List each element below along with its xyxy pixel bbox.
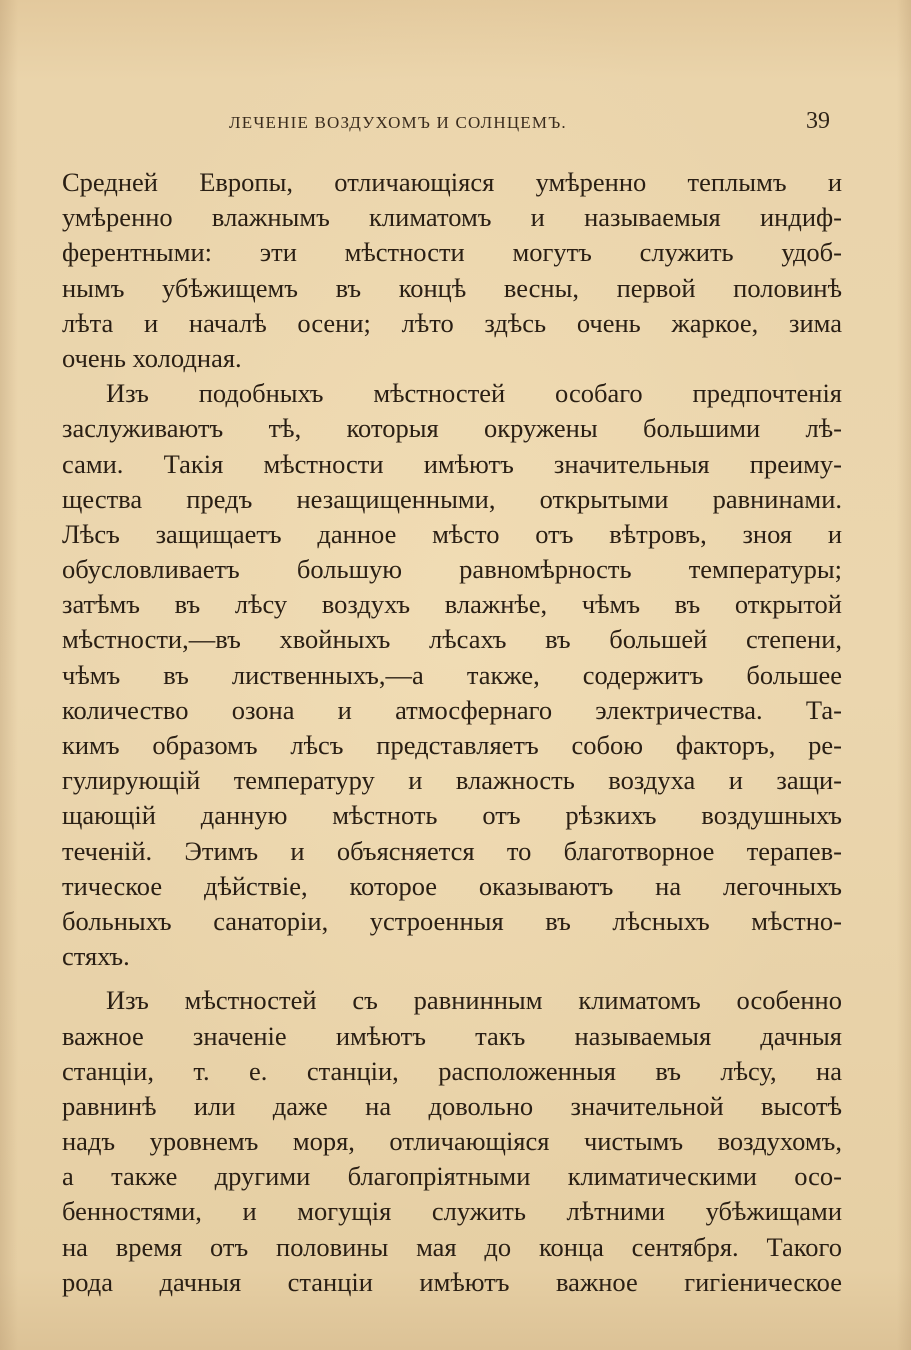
text-line: стяхъ.: [62, 941, 130, 972]
text-line: станціи, т. е. станціи, расположенныя въ лѣсу, на: [62, 1055, 842, 1086]
text-line: лѣта и началѣ осени; лѣто здѣсь очень жаркое, зима: [62, 307, 842, 338]
paragraph-gap: [62, 974, 842, 983]
text-line: рода дачныя станціи имѣютъ важное гигіеническое: [62, 1266, 842, 1297]
text-line: щающій данную мѣстноть отъ рѣзкихъ воздушныхъ: [62, 800, 842, 831]
text-line: умѣренно влажнымъ климатомъ и называемыя индиф-: [62, 202, 842, 233]
text-line: Лѣсъ защищаетъ данное мѣсто отъ вѣтровъ, зноя и: [62, 518, 842, 549]
running-head: ЛЕЧЕНІЕ ВОЗДУХОМЪ И СОЛНЦЕМЪ.: [229, 113, 567, 132]
paragraph: [62, 376, 842, 974]
page-edge-shadow: [897, 0, 911, 1350]
text-line: обусловливаетъ большую равномѣрность температуры;: [62, 554, 842, 585]
text-line: щества предъ незащищенными, открытыми равнинами.: [62, 483, 842, 514]
text-line: мѣстности,—въ хвойныхъ лѣсахъ въ большей степени,: [62, 624, 842, 655]
text-line: сами. Такія мѣстности имѣютъ значительныя преиму-: [62, 448, 842, 479]
text-line: очень холодная.: [62, 342, 242, 373]
text-line: кимъ образомъ лѣсъ представляетъ собою факторъ, ре-: [62, 730, 842, 760]
text-line: бенностями, и могущія служить лѣтними убѣжищами: [62, 1196, 842, 1227]
text-line: заслуживаютъ тѣ, которыя окружены большими лѣ-: [62, 413, 842, 444]
text-line: теченій. Этимъ и объясняется то благотворное терапев-: [62, 835, 842, 866]
page-edge-shadow: [0, 0, 18, 1350]
text-line: Изъ мѣстностей съ равнинным климатомъ особенно: [106, 985, 842, 1016]
text-line: равнинѣ или даже на довольно значительной высотѣ: [62, 1090, 842, 1121]
text-line: на время отъ половины мая до конца сентября. Такого: [62, 1231, 842, 1262]
text-line: важное значеніе имѣютъ такъ называемыя дачныя: [62, 1020, 842, 1051]
text-line: Изъ подобныхъ мѣстностей особаго предпочтенія: [106, 378, 842, 409]
text-line: ферентными: эти мѣстности могутъ служить удоб-: [62, 237, 842, 268]
page-number: 39: [806, 108, 830, 134]
paragraph: [62, 983, 842, 1300]
text-line: больныхъ санаторіи, устроенныя въ лѣсныхъ мѣстно-: [62, 905, 842, 936]
text-line: Средней Европы, отличающіяся умѣренно теплымъ и: [62, 167, 842, 197]
body-text: [62, 165, 842, 1300]
text-line: а также другими благопріятными климатическими осо-: [62, 1161, 842, 1192]
text-line: количество озона и атмосфернаго электричества. Та-: [62, 694, 842, 725]
text-line: гулирующій температуру и влажность воздуха и защи-: [62, 765, 842, 796]
text-line: нымъ убѣжищемъ въ концѣ весны, первой половинѣ: [62, 272, 842, 303]
text-line: затѣмъ въ лѣсу воздухъ влажнѣе, чѣмъ въ открытой: [62, 589, 842, 620]
text-line: чѣмъ въ лиственныхъ,—а также, содержитъ большее: [62, 659, 842, 690]
text-line: тическое дѣйствіе, которое оказываютъ на легочныхъ: [62, 870, 842, 901]
paragraph: [62, 165, 842, 376]
text-line: надъ уровнемъ моря, отличающіяся чистымъ воздухомъ,: [62, 1126, 842, 1157]
